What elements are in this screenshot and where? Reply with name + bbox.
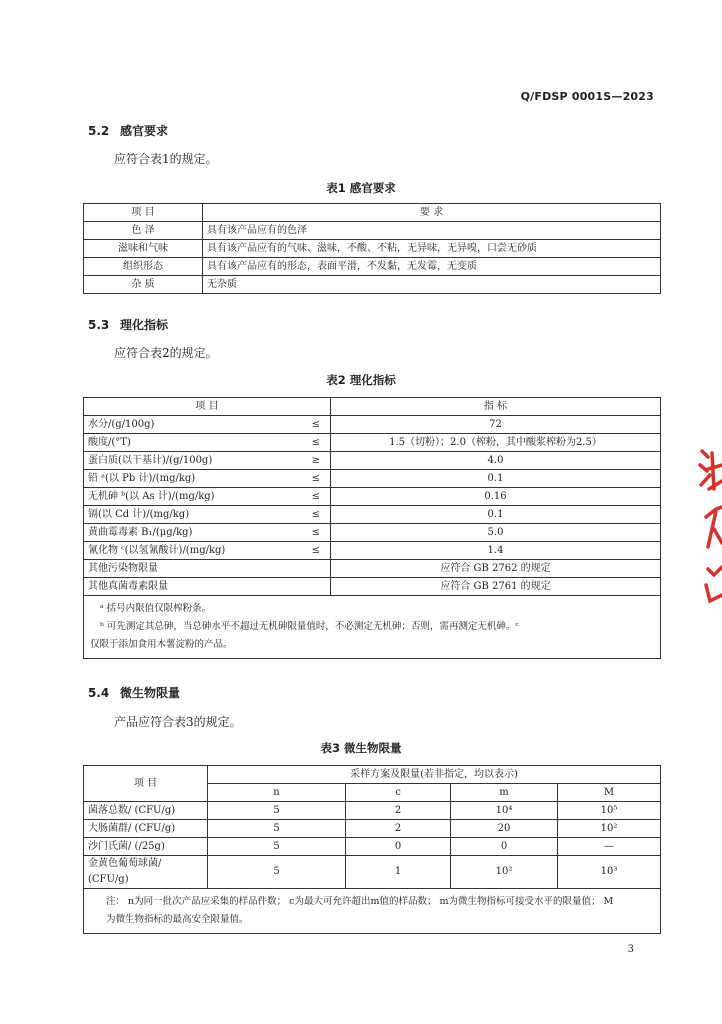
table-notes-row (84, 596, 661, 659)
symbol-cell: ≤ (281, 416, 331, 434)
table-note: ᵇ 可先测定其总砷，当总砷水平不超过无机砷限量值时，不必测定无机砷；否则，需再测定无机砷。ᶜ (100, 621, 519, 632)
microbial-table (83, 765, 661, 934)
value-cell: 2 (346, 802, 451, 820)
section-number: 5.2 (88, 124, 110, 138)
physicochemical-table (83, 397, 661, 659)
item-cell: 酸度/(°T) (84, 434, 281, 452)
table-row (84, 452, 661, 470)
value-cell: 1 (346, 856, 451, 889)
section-text: 应符合表1的规定。 (114, 152, 218, 166)
symbol-cell: ≤ (281, 488, 331, 506)
value-cell: 72 (331, 416, 661, 434)
table-note: 仅限于添加食用木薯淀粉的产品。 (90, 639, 233, 650)
table-notes (84, 596, 661, 659)
value-cell: 10³ (558, 856, 661, 889)
page-number: 3 (627, 944, 634, 955)
table-row (84, 838, 661, 856)
value-cell: 5.0 (331, 524, 661, 542)
table-row (84, 802, 661, 820)
item-cell: 大肠菌群/ (CFU/g) (84, 820, 208, 838)
table-note: 注： n为同一批次产品应采集的样品件数； c为最大可允许超出m值的样品数； m为微生物指标可接受水平的限量值； M (106, 896, 614, 907)
section-title: 理化指标 (120, 318, 169, 332)
requirement-cell: 无杂质 (203, 276, 661, 294)
value-cell: 0 (451, 838, 558, 856)
header-cell: 采样方案及限量(若非指定，均以表示) (208, 766, 661, 784)
value-cell: 1.5（切粉）；2.0（榨粉，其中酸浆榨粉为2.5） (331, 434, 661, 452)
table-row (84, 820, 661, 838)
requirement-cell: 具有该产品应有的气味、滋味，不酸、不粘，无异味，无异嗅，口尝无砂质 (203, 240, 661, 258)
item-cell: 金黄色葡萄球菌/ (CFU/g) (84, 856, 208, 889)
item-cell: 滋味和气味 (84, 240, 203, 258)
table-notes (84, 889, 661, 934)
item-cell: 铅 ᵃ(以 Pb 计)/(mg/kg) (84, 470, 281, 488)
table-row (84, 542, 661, 560)
table-row (84, 488, 661, 506)
header-cell: 项 目 (84, 398, 331, 416)
item-cell: 杂 质 (84, 276, 203, 294)
value-cell: 10⁴ (451, 802, 558, 820)
subheader-cell: n (208, 784, 346, 802)
sensory-table (83, 203, 661, 294)
table-row (84, 434, 661, 452)
table-header-row (84, 204, 661, 222)
section-heading-5-3 (88, 316, 168, 333)
value-cell: 5 (208, 802, 346, 820)
table-row (84, 276, 661, 294)
item-cell: 其他真菌毒素限量 (84, 578, 281, 596)
table-row (84, 560, 661, 578)
section-text: 产品应符合表3的规定。 (114, 715, 242, 729)
table-row (84, 470, 661, 488)
table-row (84, 578, 661, 596)
symbol-cell: ≤ (281, 434, 331, 452)
symbol-cell (281, 560, 331, 578)
value-cell: 1.4 (331, 542, 661, 560)
header-cell: 项 目 (84, 204, 203, 222)
symbol-cell: ≥ (281, 452, 331, 470)
item-cell: 组织形态 (84, 258, 203, 276)
section-text: 应符合表2的规定。 (114, 346, 218, 360)
subheader-cell: m (451, 784, 558, 802)
table-header-row (84, 766, 661, 784)
item-cell: 沙门氏菌/ (/25g) (84, 838, 208, 856)
table-row (84, 524, 661, 542)
value-cell: 应符合 GB 2762 的规定 (331, 560, 661, 578)
header-cell: 项 目 (84, 766, 208, 802)
table-note: ᵃ 括号内限值仅限榨粉条。 (100, 603, 212, 614)
value-cell: 10⁵ (558, 802, 661, 820)
symbol-cell: ≤ (281, 470, 331, 488)
section-title: 微生物限量 (120, 686, 181, 700)
value-cell: 0.1 (331, 506, 661, 524)
header-cell: 要 求 (203, 204, 661, 222)
table-row (84, 856, 661, 889)
table-caption: 表2 理化指标 (326, 373, 396, 387)
table-notes-row (84, 889, 661, 934)
item-cell: 黄曲霉毒素 B₁/(μg/kg) (84, 524, 281, 542)
section-number: 5.4 (88, 686, 110, 700)
value-cell: 4.0 (331, 452, 661, 470)
value-cell: 2 (346, 820, 451, 838)
section-title: 感官要求 (120, 124, 169, 138)
standard-code: Q/FDSP 0001S—2023 (520, 90, 654, 103)
requirement-cell: 具有该产品应有的形态，表面平滑，不发黏，无发霉，无变质 (203, 258, 661, 276)
value-cell: 10² (451, 856, 558, 889)
table-row (84, 506, 661, 524)
table-note: 为微生物指标的最高安全限量值。 (106, 914, 249, 925)
table-row (84, 240, 661, 258)
table-caption: 表3 微生物限量 (320, 741, 402, 755)
table-row (84, 258, 661, 276)
table-caption: 表1 感官要求 (326, 181, 396, 195)
symbol-cell: ≤ (281, 506, 331, 524)
item-cell: 菌落总数/ (CFU/g) (84, 802, 208, 820)
requirement-cell: 具有该产品应有的色泽 (203, 222, 661, 240)
symbol-cell (281, 578, 331, 596)
value-cell: — (558, 838, 661, 856)
section-number: 5.3 (88, 318, 110, 332)
section-heading-5-2 (88, 122, 168, 139)
value-cell: 0 (346, 838, 451, 856)
item-cell: 镉(以 Cd 计)/(mg/kg) (84, 506, 281, 524)
table-row (84, 222, 661, 240)
value-cell: 10² (558, 820, 661, 838)
symbol-cell: ≤ (281, 524, 331, 542)
item-cell: 蛋白质(以干基计)/(g/100g) (84, 452, 281, 470)
symbol-cell: ≤ (281, 542, 331, 560)
subheader-cell: M (558, 784, 661, 802)
value-cell: 5 (208, 820, 346, 838)
value-cell: 5 (208, 856, 346, 889)
subheader-cell: c (346, 784, 451, 802)
value-cell: 20 (451, 820, 558, 838)
value-cell: 0.1 (331, 470, 661, 488)
item-cell: 无机砷 ᵇ(以 As 计)/(mg/kg) (84, 488, 281, 506)
table-header-row (84, 398, 661, 416)
value-cell: 应符合 GB 2761 的规定 (331, 578, 661, 596)
red-stamp-edge-mark (694, 445, 722, 615)
table-row (84, 416, 661, 434)
header-cell: 指 标 (331, 398, 661, 416)
value-cell: 0.16 (331, 488, 661, 506)
item-cell: 水分/(g/100g) (84, 416, 281, 434)
item-cell: 氰化物 ᶜ(以氢氰酸计)/(mg/kg) (84, 542, 281, 560)
item-cell: 色 泽 (84, 222, 203, 240)
value-cell: 5 (208, 838, 346, 856)
section-heading-5-4 (88, 684, 180, 701)
item-cell: 其他污染物限量 (84, 560, 281, 578)
